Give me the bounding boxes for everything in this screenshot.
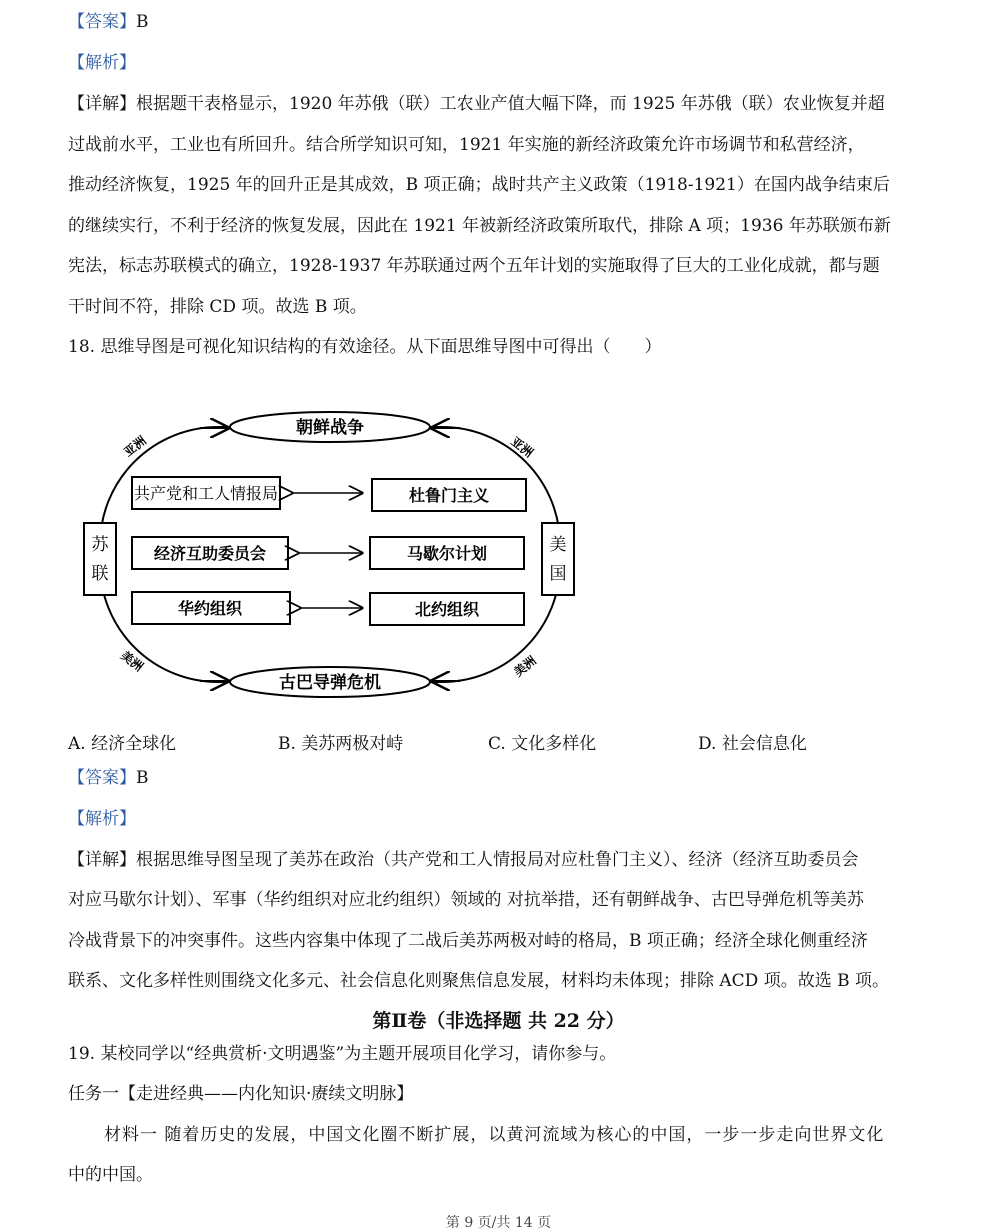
page-footer: 第 9 页/共 14 页 — [445, 1215, 552, 1231]
answer-label-2: 【答案】 — [68, 768, 136, 788]
detail2-line-3: 联系、文化多样性则围绕文化多元、社会信息化则聚焦信息发展，材料均未体现；排除 ACD 项。故选 B 项。 — [68, 971, 890, 991]
detail1-line-5: 干时间不符，排除 CD 项。故选 B 项。 — [68, 297, 367, 317]
korean-war-label: 朝鲜战争 — [296, 418, 364, 438]
nato-label: 北约组织 — [414, 600, 480, 619]
material1-line-1: 中的中国。 — [68, 1165, 153, 1185]
detail1-line-2: 推动经济恢复，1925 年的回升正是其成效，B 项正确；战时共产主义政策（1918-1921）在国内战争结束后 — [68, 175, 890, 195]
material1-line-0: 材料一 随着历史的发展，中国文化圈不断扩展，以黄河流域为核心的中国，一步一步走向世界文化 — [104, 1125, 885, 1145]
detail-label: 【详解】 — [68, 94, 136, 114]
option-b-key: B. — [278, 734, 296, 754]
america-label-left: 美洲 — [118, 648, 146, 675]
marshall-label: 马歇尔计划 — [406, 544, 488, 563]
america-label-right: 美洲 — [511, 653, 539, 680]
analysis-label-1: 【解析】 — [68, 53, 136, 73]
option-b-text: 美苏两极对峙 — [301, 734, 404, 754]
option-d-key: D. — [698, 734, 717, 754]
option-a — [68, 729, 176, 754]
answer-line-2 — [68, 768, 149, 788]
option-a-key: A. — [68, 734, 86, 754]
us-char-1: 美 — [549, 535, 567, 555]
section-title: 第Ⅱ卷（非选择题 共 22 分） — [372, 1010, 625, 1032]
answer-value: B — [136, 12, 149, 32]
question-19: 19. 某校同学以“经典赏析·文明遇鉴”为主题开展项目化学习，请你参与。 — [68, 1044, 617, 1064]
option-d — [698, 729, 807, 754]
cuban-crisis-label: 古巴导弹危机 — [279, 673, 381, 693]
answer-label: 【答案】 — [68, 12, 136, 32]
detail2-line-2: 冷战背景下的冲突事件。这些内容集中体现了二战后美苏两极对峙的格局，B 项正确；经济全球化侧重经济 — [68, 931, 868, 951]
detail2-label: 【详解】 — [68, 850, 136, 870]
option-c-text: 文化多样化 — [511, 734, 597, 754]
option-c-key: C. — [488, 734, 506, 754]
answer-line-1 — [68, 12, 149, 32]
soviet-box — [84, 523, 116, 595]
detail2-line-1: 对应马歇尔计划）、军事（华约组织对应北约组织）领域的 对抗举措，还有朝鲜战争、古巴导弹危机等美苏 — [68, 890, 864, 910]
detail1-line-4: 宪法，标志苏联模式的确立，1928-1937 年苏联通过两个五年计划的实施取得了巨大的工业化成就，都与题 — [68, 256, 880, 276]
asia-label-right: 亚洲 — [508, 434, 536, 461]
option-d-text: 社会信息化 — [721, 734, 807, 754]
us-box — [542, 523, 574, 595]
cominform-label: 共产党和工人情报局 — [133, 484, 279, 503]
asia-label-left: 亚洲 — [121, 433, 149, 460]
answer-value-2: B — [136, 768, 149, 788]
question-18: 18. 思维导图是可视化知识结构的有效途径。从下面思维导图中可得出（ ） — [68, 337, 662, 357]
detail1-line-1: 过战前水平，工业也有所回升。结合所学知识可知，1921 年实施的新经济政策允许市场调节和私营经济， — [68, 135, 865, 155]
option-a-text: 经济全球化 — [91, 734, 177, 754]
truman-label: 杜鲁门主义 — [408, 486, 490, 505]
option-b — [278, 729, 403, 754]
analysis-label-2: 【解析】 — [68, 809, 136, 829]
comecon-label: 经济互助委员会 — [153, 544, 267, 563]
warsaw-pact-label: 华约组织 — [177, 599, 243, 618]
detail2-text-0: 根据思维导图呈现了美苏在政治（共产党和工人情报局对应杜鲁门主义）、经济（经济互助委员会 — [136, 850, 859, 870]
detail1-line-3: 的继续实行，不利于经济的恢复发展，因此在 1921 年被新经济政策所取代，排除 A 项；1936 年苏联颁布新 — [68, 216, 891, 236]
detail2-line-0 — [68, 850, 859, 870]
option-c — [488, 729, 596, 754]
detail1-line-0 — [68, 94, 885, 114]
task-1: 任务一【走进经典——内化知识·赓续文明脉】 — [68, 1084, 414, 1104]
us-char-2: 国 — [549, 564, 567, 584]
soviet-char-1: 苏 — [91, 535, 109, 555]
detail1-text-0: 根据题干表格显示，1920 年苏俄（联）工农业产值大幅下降，而 1925 年苏俄（联）农业恢复并超 — [136, 94, 885, 114]
soviet-char-2: 联 — [91, 564, 109, 584]
mind-map-diagram — [80, 405, 580, 705]
